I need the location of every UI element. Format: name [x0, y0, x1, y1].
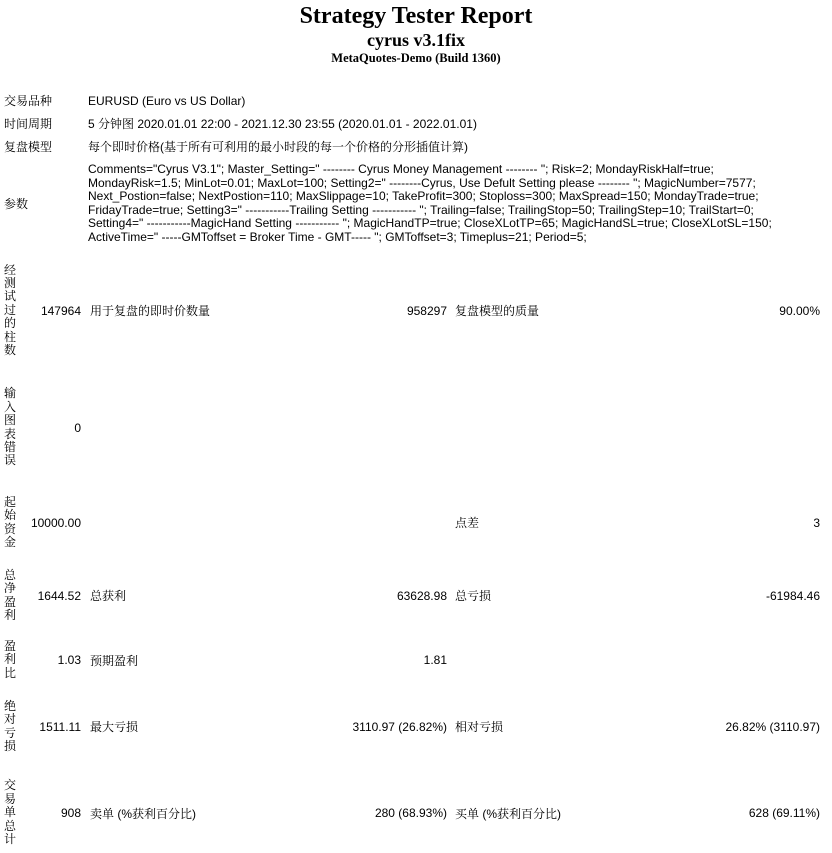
- gross-loss-value: -61984.46: [765, 588, 820, 603]
- period-label: 时间周期: [4, 117, 53, 131]
- period-row: [0, 112, 832, 135]
- table-row-total-net-profit: [0, 559, 832, 632]
- mismatched-charts-errors-value: 0: [74, 420, 81, 435]
- server-build: MetaQuotes-Demo (Build 1360): [331, 51, 501, 65]
- parameters-line: Next_Postion=false; NextPostion=110; MaxSlippage=10; TakeProfit=300; Stoploss=300; MaxSpread=150; MondayTrade=true;: [88, 189, 759, 203]
- table-row-bars-in-test: [0, 252, 832, 369]
- total-net-profit-value: 1644.52: [37, 588, 81, 603]
- symbol-row: [0, 89, 832, 112]
- absolute-drawdown-label: 绝对亏损: [4, 698, 17, 753]
- bars-in-test-value: 147964: [40, 303, 81, 318]
- profit-factor-label: 盈利比: [4, 638, 17, 680]
- model-label: 复盘模型: [4, 140, 53, 154]
- period-value: 5 分钟图 2020.01.01 22:00 - 2021.12.30 23:55 (2020.01.01 - 2022.01.01): [88, 117, 477, 131]
- modelling-quality-label: 复盘模型的质量: [455, 304, 540, 318]
- results-table: [0, 252, 832, 853]
- table-row-initial-deposit: [0, 486, 832, 559]
- total-trades-value: 908: [60, 806, 81, 820]
- parameters-line: Comments="Cyrus V3.1"; Master_Setting=" -------- Cyrus Money Management -------- "; Risk=2; MondayRiskHalf=true;: [88, 162, 714, 176]
- ticks-modelled-label: 用于复盘的即时价数量: [90, 304, 211, 318]
- modelling-quality-value: 90.00%: [779, 303, 820, 318]
- expected-payoff-label: 预期盈利: [90, 653, 139, 668]
- total-trades-label: 交易单总计: [4, 778, 17, 847]
- table-row-absolute-drawdown: [0, 688, 832, 765]
- bars-in-test-label: 经测试过的柱数: [4, 262, 17, 358]
- table-row-mismatched-charts-errors: [0, 369, 832, 486]
- test-info-table: [0, 89, 832, 244]
- short-positions-won-label: 卖单 (%获利百分比): [90, 806, 196, 821]
- expected-payoff-value: 1.81: [423, 653, 447, 667]
- parameters-line: FridayTrade=true; Setting3=" -----------Trailing Setting ----------- "; Trailing=false; TrailingStop=50; TrailingStep=10; TrailStart=0;: [88, 202, 754, 217]
- model-row: [0, 135, 832, 158]
- initial-deposit-label: 起始资金: [4, 494, 17, 549]
- absolute-drawdown-value: 1511.11: [39, 719, 81, 734]
- spread-label: 点差: [455, 516, 480, 530]
- expert-name: cyrus v3.1fix: [367, 30, 465, 50]
- relative-drawdown-label: 相对亏损: [455, 720, 504, 734]
- mismatched-charts-errors-label: 输入图表错误: [4, 386, 17, 468]
- parameters-row: [0, 163, 832, 244]
- symbol-label: 交易品种: [4, 94, 53, 108]
- ticks-modelled-value: 958297: [406, 303, 447, 318]
- maximal-drawdown-label: 最大亏损: [90, 720, 139, 734]
- long-positions-won-label: 买单 (%获利百分比): [455, 806, 561, 821]
- gross-profit-value: 63628.98: [396, 588, 447, 603]
- symbol-value: EURUSD (Euro vs US Dollar): [88, 93, 246, 108]
- parameters-value: [88, 163, 832, 244]
- parameters-line: Setting4=" -----------MagicHand Setting ----------- "; MagicHandTP=true; CloseXLotTP=65; MagicHandSL=true; CloseXLotSL=150;: [88, 216, 772, 230]
- spread-value: 3: [813, 515, 820, 530]
- gross-profit-label: 总获利: [90, 589, 127, 603]
- short-positions-won-value: 280 (68.93%): [374, 806, 447, 820]
- parameters-label: 参数: [4, 197, 29, 211]
- gross-loss-label: 总亏损: [455, 589, 492, 603]
- maximal-drawdown-value: 3110.97 (26.82%): [352, 719, 447, 734]
- parameters-line: MondayRisk=1.5; MinLot=0.01; MaxLot=100; Setting2=" --------Cyrus, Use Defult Setting please -------- "; MagicNumber=7577;: [88, 175, 756, 190]
- total-net-profit-label: 总净盈利: [4, 567, 17, 622]
- initial-deposit-value: 10000.00: [30, 515, 81, 530]
- table-row-total-trades: [0, 765, 832, 853]
- profit-factor-value: 1.03: [57, 653, 81, 667]
- parameters-line: ActiveTime=" -----GMToffset = Broker Time - GMT----- "; GMToffset=3; Timeplus=21; Period=5;: [88, 229, 587, 244]
- report-title: Strategy Tester Report: [299, 3, 533, 29]
- relative-drawdown-value: 26.82% (3110.97): [725, 719, 820, 734]
- long-positions-won-value: 628 (69.11%): [748, 806, 820, 820]
- table-row-profit-factor: [0, 632, 832, 688]
- report-header: [0, 0, 832, 66]
- model-value: 每个即时价格(基于所有可利用的最小时段的每一个价格的分形插值计算): [88, 140, 468, 154]
